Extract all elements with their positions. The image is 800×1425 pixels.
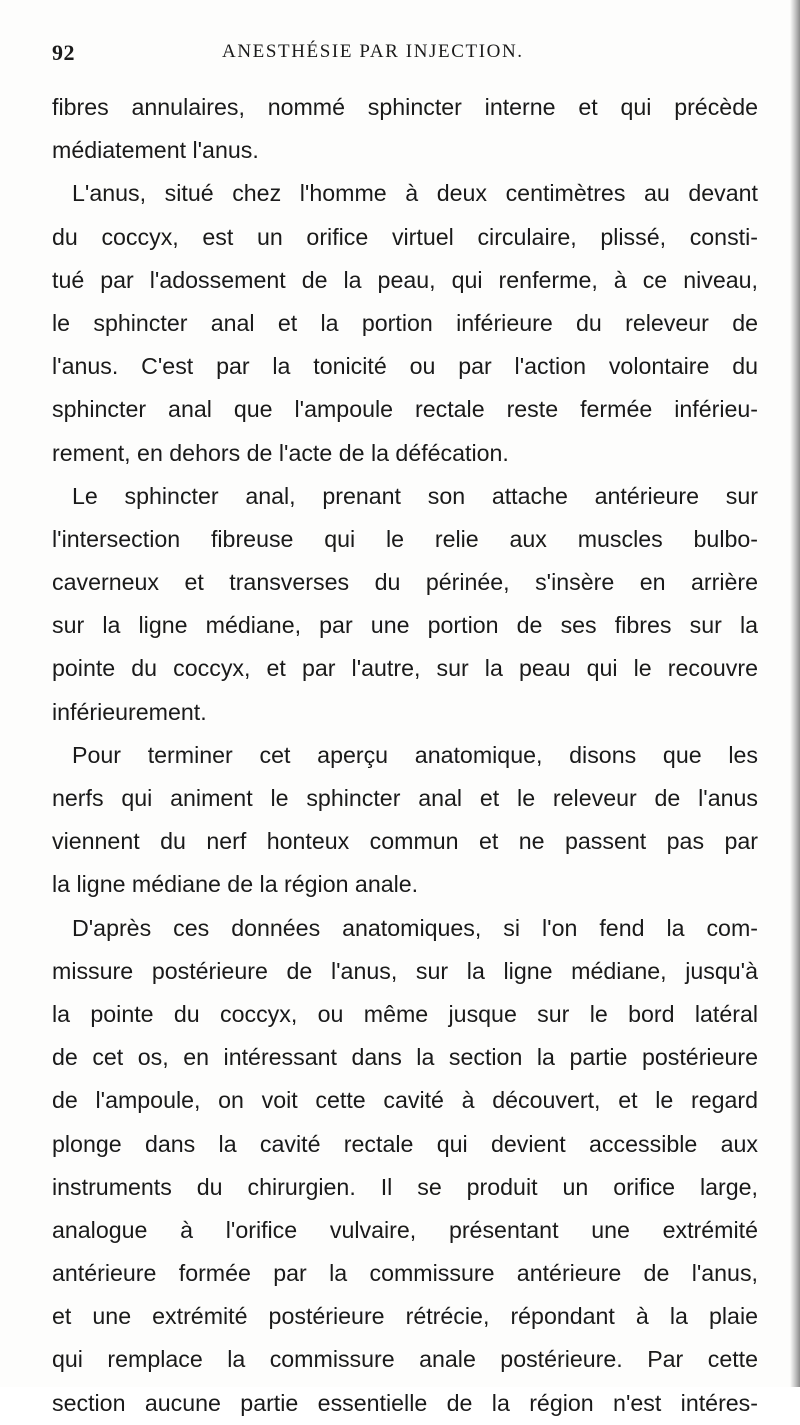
text-line: pointe du coccyx, et par l'autre, sur la peau qui le recouvre	[52, 655, 758, 682]
text-line: tué par l'adossement de la peau, qui renferme, à ce niveau,	[52, 266, 758, 293]
text-line: instruments du chirurgien. Il se produit un orifice large,	[52, 1173, 758, 1200]
text-line: rement, en dehors de l'acte de la défécation.	[52, 439, 509, 466]
text-line: sur la ligne médiane, par une portion de ses fibres sur la	[52, 612, 758, 639]
text-line: médiatement l'anus.	[52, 137, 259, 164]
text-line: D'après ces données anatomiques, si l'on fend la com-	[72, 914, 758, 941]
text-line: analogue à l'orifice vulvaire, présentant une extrémité	[52, 1216, 758, 1243]
text-line: du coccyx, est un orifice virtuel circulaire, plissé, consti-	[52, 223, 758, 250]
text-line: qui remplace la commissure anale postérieure. Par cette	[52, 1346, 758, 1373]
text-line: L'anus, situé chez l'homme à deux centimètres au devant	[72, 180, 758, 207]
text-line: la ligne médiane de la région anale.	[52, 871, 419, 898]
text-line: la pointe du coccyx, ou même jusque sur le bord latéral	[52, 1000, 758, 1027]
text-line: de cet os, en intéressant dans la section la partie postérieure	[52, 1044, 758, 1071]
text-line: section aucune partie essentielle de la région n'est intéres-	[52, 1389, 758, 1416]
text-line: et une extrémité postérieure rétrécie, répondant à la plaie	[52, 1303, 758, 1330]
text-line: de l'ampoule, on voit cette cavité à découvert, et le regard	[52, 1087, 758, 1114]
text-line: l'anus. C'est par la tonicité ou par l'action volontaire du	[52, 353, 758, 380]
text-line: plonge dans la cavité rectale qui devient accessible aux	[52, 1130, 758, 1157]
text-line: antérieure formée par la commissure antérieure de l'anus,	[52, 1260, 758, 1287]
running-head	[52, 40, 752, 70]
text-line: viennent du nerf honteux commun et ne passent pas par	[52, 828, 758, 855]
text-line: inférieurement.	[52, 698, 207, 725]
page-number: 92	[52, 40, 75, 65]
text-line: fibres annulaires, nommé sphincter interne et qui précède	[52, 94, 758, 120]
text-line: Le sphincter anal, prenant son attache antérieure sur	[72, 482, 758, 509]
text-line: nerfs qui animent le sphincter anal et le releveur de l'anus	[52, 785, 758, 811]
text-line: l'intersection fibreuse qui le relie aux muscles bulbo-	[52, 525, 758, 552]
text-line: missure postérieure de l'anus, sur la ligne médiane, jusqu'à	[52, 957, 758, 984]
body-text	[52, 86, 758, 1425]
page-edge-shadow	[790, 0, 800, 1387]
text-line: caverneux et transverses du périnée, s'insère en arrière	[52, 569, 758, 596]
text-line: sphincter anal que l'ampoule rectale reste fermée inférieu-	[52, 396, 758, 423]
text-line: Pour terminer cet aperçu anatomique, disons que les	[72, 741, 758, 768]
text-line: le sphincter anal et la portion inférieure du releveur de	[52, 309, 758, 336]
running-title: ANESTHÉSIE PAR INJECTION.	[222, 41, 524, 62]
